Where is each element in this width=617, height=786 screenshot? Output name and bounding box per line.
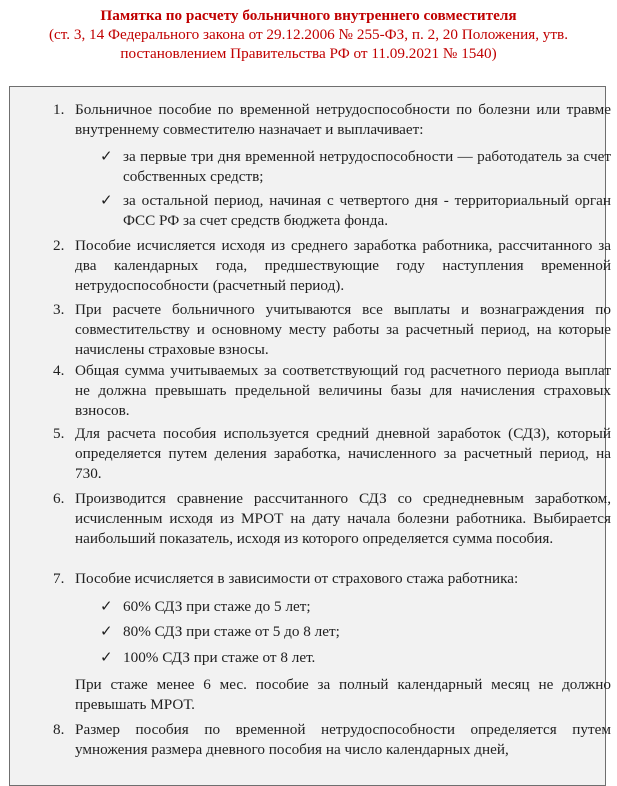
item-number: 2. — [53, 237, 65, 254]
memo-header — [0, 6, 617, 63]
checkmark-icon: ✓ — [100, 148, 113, 165]
item-text: Для расчета пособия используется средний дневной заработок (СДЗ), который определяется путем деления заработка, начисленного за расчетный период, на 730. — [75, 425, 611, 482]
checkmark-icon: ✓ — [100, 649, 113, 666]
checkmark-icon: ✓ — [100, 598, 113, 615]
subitem-text: 80% СДЗ при стаже от 5 до 8 лет; — [123, 623, 340, 640]
checkmark-icon: ✓ — [100, 192, 113, 209]
item-7-note: При стаже менее 6 мес. пособие за полный календарный месяц не должно превышать МРОТ. — [75, 676, 611, 713]
item-text: Производится сравнение рассчитанного СДЗ со среднедневным заработком, исчисленным исходя из МРОТ на дату начала болезни работника. Выбирается наибольший показатель, исходя из которого определяется сумма пособия. — [75, 490, 611, 547]
item-number: 5. — [53, 425, 65, 442]
memo-title: Памятка по расчету больничного внутреннего совместителя — [100, 7, 517, 24]
item-number: 7. — [53, 570, 65, 587]
subitem-text: 100% СДЗ при стаже от 8 лет. — [123, 649, 316, 666]
subitem-text: за первые три дня временной нетрудоспособности — работодатель за счет собственных средств; — [123, 148, 611, 185]
item-text: Больничное пособие по временной нетрудоспособности по болезни или травме внутреннему совместителю назначает и выплачивает: — [75, 101, 611, 138]
item-text: Пособие исчисляется в зависимости от страхового стажа работника: — [75, 570, 519, 587]
item-text: Пособие исчисляется исходя из среднего заработка работника, рассчитанного за два календарных года, предшествующие году наступления временной нетрудоспособности (расчетный период). — [75, 237, 611, 294]
checkmark-icon: ✓ — [100, 623, 113, 640]
item-number: 3. — [53, 301, 65, 318]
memo-content-box — [9, 86, 611, 786]
memo-subtitle-line2: постановлением Правительства РФ от 11.09.2021 № 1540) — [120, 45, 497, 62]
item-number: 8. — [53, 721, 65, 738]
item-number: 1. — [53, 101, 65, 118]
item-number: 6. — [53, 490, 65, 507]
item-text: Общая сумма учитываемых за соответствующий год расчетного периода выплат не должна превышать предельной величины базы для начисления страховых взносов. — [75, 362, 611, 419]
subitem-text: 60% СДЗ при стаже до 5 лет; — [123, 598, 311, 615]
item-text: При расчете больничного учитываются все выплаты и вознаграждения по совместительству и основному месту работы за расчетный период, на которые начислены страховые взносы. — [75, 301, 611, 358]
memo-subtitle-line1: (ст. 3, 14 Федерального закона от 29.12.2006 № 255-ФЗ, п. 2, 20 Положения, утв. — [48, 26, 569, 43]
item-text: Размер пособия по временной нетрудоспособности определяется путем умножения размера дневного пособия на число календарных дней, — [75, 721, 611, 758]
item-number: 4. — [53, 362, 65, 379]
subitem-text: за остальной период, начиная с четвертого дня - территориальный орган ФСС РФ за счет средств бюджета фонда. — [123, 192, 611, 229]
